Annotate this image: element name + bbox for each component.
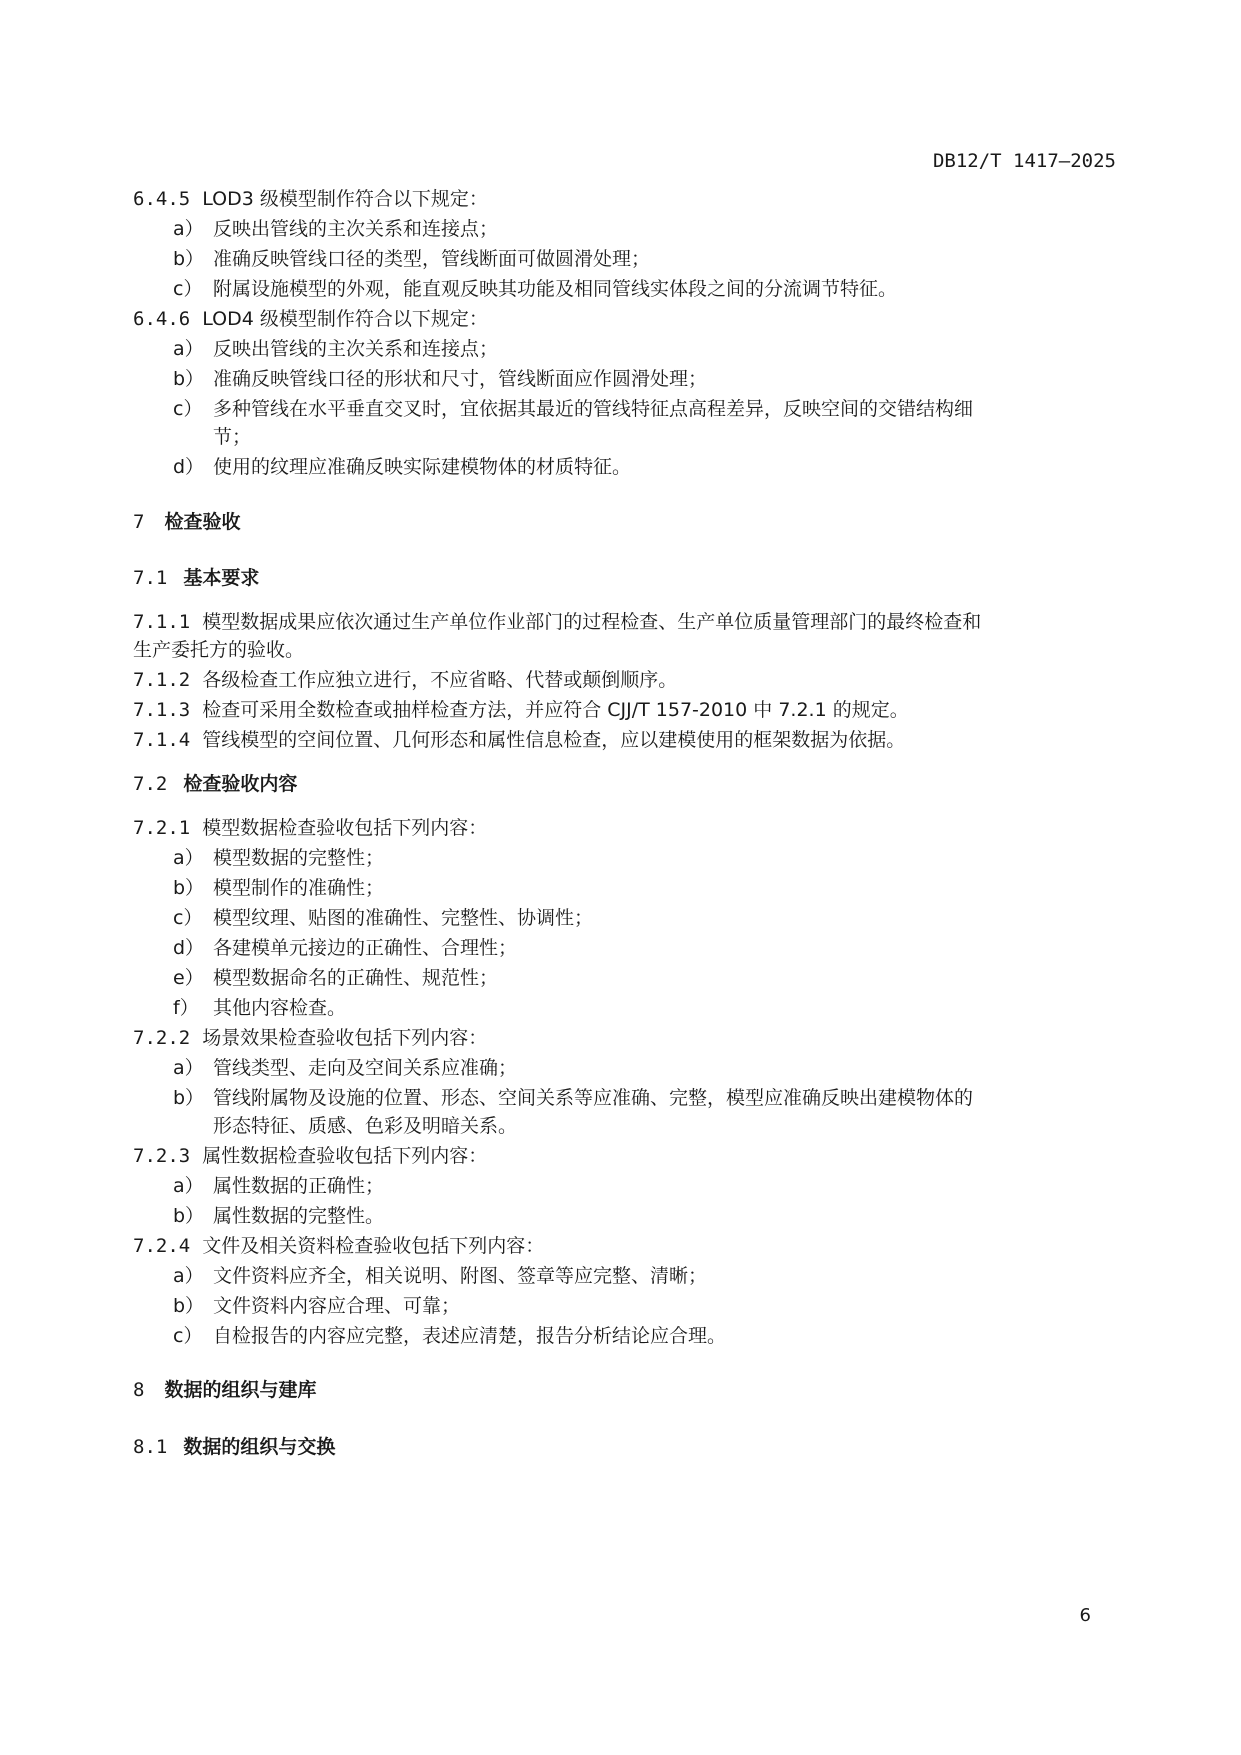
list-item [173,277,897,301]
list-item-text: 属性数据的完整性。 [213,1205,385,1227]
list-item-label: a） [173,1057,204,1079]
continuation-text: 节； [213,426,252,448]
clause-number: 7.2.1 [133,817,191,839]
list-item [173,1174,384,1198]
clause-7-2-4 [133,1234,544,1258]
clause-number: 6.4.5 [133,188,191,210]
list-item [173,1086,973,1110]
list-item-label: d） [173,456,205,478]
list-item-label: b） [173,368,205,390]
section-heading [133,1378,316,1402]
clause-text: 场景效果检查验收包括下列内容： [202,1027,488,1049]
section-title: 基本要求 [183,567,260,589]
list-item-text: 管线类型、走向及空间关系应准确； [213,1057,518,1079]
list-item-label: b） [173,877,205,899]
list-item-label: a） [173,338,204,360]
list-item-text: 文件资料应齐全，相关说明、附图、签章等应完整、清晰； [213,1265,708,1287]
list-item [173,846,384,870]
section-heading [133,510,240,534]
list-item [173,876,384,900]
clause-7-1-2 [133,668,677,692]
clause-6-4-6 [133,307,488,331]
clause-text: 各级检查工作应独立进行，不应省略、代替或颠倒顺序。 [202,669,678,691]
clause-7-1-1 [133,610,981,634]
clause-text: 模型数据检查验收包括下列内容： [202,817,488,839]
list-item-label: c） [173,398,203,420]
list-item [173,1294,460,1318]
clause-text: 文件及相关资料检查验收包括下列内容： [202,1235,545,1257]
list-item [173,217,498,241]
list-item-text: 使用的纹理应准确反映实际建模物体的材质特征。 [213,456,632,478]
list-item-text: 属性数据的正确性； [213,1175,385,1197]
list-item [173,455,631,479]
list-item [173,397,973,421]
list-item-text: 模型数据的完整性； [213,847,385,869]
clause-7-2-3 [133,1144,487,1168]
page-number: 6 [1079,1605,1091,1626]
list-item-label: c） [173,907,203,929]
list-item-text: 模型制作的准确性； [213,877,385,899]
document-code: DB12/T 1417—2025 [932,150,1116,172]
list-item [173,1204,384,1228]
section-title: 检查验收 [164,511,241,533]
list-item-text: 模型纹理、贴图的准确性、完整性、协调性； [213,907,594,929]
list-item [173,1056,517,1080]
list-item-label: e） [173,967,204,989]
list-item-text: 反映出管线的主次关系和连接点； [213,218,499,240]
clause-number: 7.1.4 [133,729,191,751]
section-number: 8.1 [133,1436,168,1458]
section-heading [133,1435,335,1459]
clause-text: 管线模型的空间位置、几何形态和属性信息检查，应以建模使用的框架数据为依据。 [202,729,906,751]
list-item [173,247,650,271]
section-heading [133,772,297,796]
list-item-label: a） [173,1175,204,1197]
clause-7-2-1 [133,816,487,840]
clause-text: 检查可采用全数检查或抽样检查方法，并应符合 CJJ/T 157-2010 中 7.2.1 的规定。 [202,699,909,721]
clause-7-1-4 [133,728,905,752]
list-item-label: c） [173,1325,203,1347]
clause-number: 7.2.2 [133,1027,191,1049]
list-item-label: b） [173,1295,205,1317]
section-title: 数据的组织与建库 [164,1379,317,1401]
clause-number: 7.1.1 [133,611,191,633]
list-item [173,906,593,930]
list-item [173,936,517,960]
clause-number: 7.1.3 [133,699,191,721]
section-number: 7 [133,511,145,533]
section-title: 数据的组织与交换 [183,1436,336,1458]
continuation-text: 生产委托方的验收。 [133,639,305,661]
clause-text: 属性数据检查验收包括下列内容： [202,1145,488,1167]
list-item-label: a） [173,218,204,240]
section-number: 7.2 [133,773,168,795]
list-item-text: 反映出管线的主次关系和连接点； [213,338,499,360]
section-title: 检查验收内容 [183,773,298,795]
list-item-text: 各建模单元接边的正确性、合理性； [213,937,518,959]
list-item-label: b） [173,248,205,270]
list-item-text: 文件资料内容应合理、可靠； [213,1295,461,1317]
list-item-label: b） [173,1205,205,1227]
clause-number: 7.2.3 [133,1145,191,1167]
clause-text: 模型数据成果应依次通过生产单位作业部门的过程检查、生产单位质量管理部门的最终检查和 [202,611,982,633]
list-item [173,1264,707,1288]
section-heading [133,566,259,590]
continuation-text: 形态特征、质感、色彩及明暗关系。 [213,1115,518,1137]
section-number: 7.1 [133,567,168,589]
clause-7-1-3 [133,698,909,722]
list-item-text: 附属设施模型的外观，能直观反映其功能及相同管线实体段之间的分流调节特征。 [213,278,898,300]
clause-number: 7.1.2 [133,669,191,691]
clause-text: LOD4 级模型制作符合以下规定： [202,308,488,330]
list-item-label: c） [173,278,203,300]
list-item [173,367,707,391]
list-item [173,337,498,361]
list-item-text: 准确反映管线口径的形状和尺寸，管线断面应作圆滑处理； [213,368,708,390]
list-item-text: 自检报告的内容应完整，表述应清楚，报告分析结论应合理。 [213,1325,727,1347]
clause-number: 7.2.4 [133,1235,191,1257]
list-item-label: d） [173,937,205,959]
list-item [173,996,346,1020]
section-number: 8 [133,1379,145,1401]
list-item-text: 模型数据命名的正确性、规范性； [213,967,499,989]
list-item-label: a） [173,847,204,869]
list-item-text: 其他内容检查。 [213,997,347,1019]
clause-7-2-2 [133,1026,487,1050]
list-item [173,966,498,990]
list-item-text: 准确反映管线口径的类型，管线断面可做圆滑处理； [213,248,651,270]
list-item-label: b） [173,1087,205,1109]
clause-text: LOD3 级模型制作符合以下规定： [202,188,488,210]
list-item-text: 多种管线在水平垂直交叉时，宜依据其最近的管线特征点高程差异，反映空间的交错结构细 [213,398,974,420]
list-item-label: a） [173,1265,204,1287]
list-item [173,1324,726,1348]
list-item-label: f） [173,997,199,1019]
clause-number: 6.4.6 [133,308,191,330]
list-item-text: 管线附属物及设施的位置、形态、空间关系等应准确、完整，模型应准确反映出建模物体的 [213,1087,974,1109]
clause-6-4-5 [133,187,488,211]
